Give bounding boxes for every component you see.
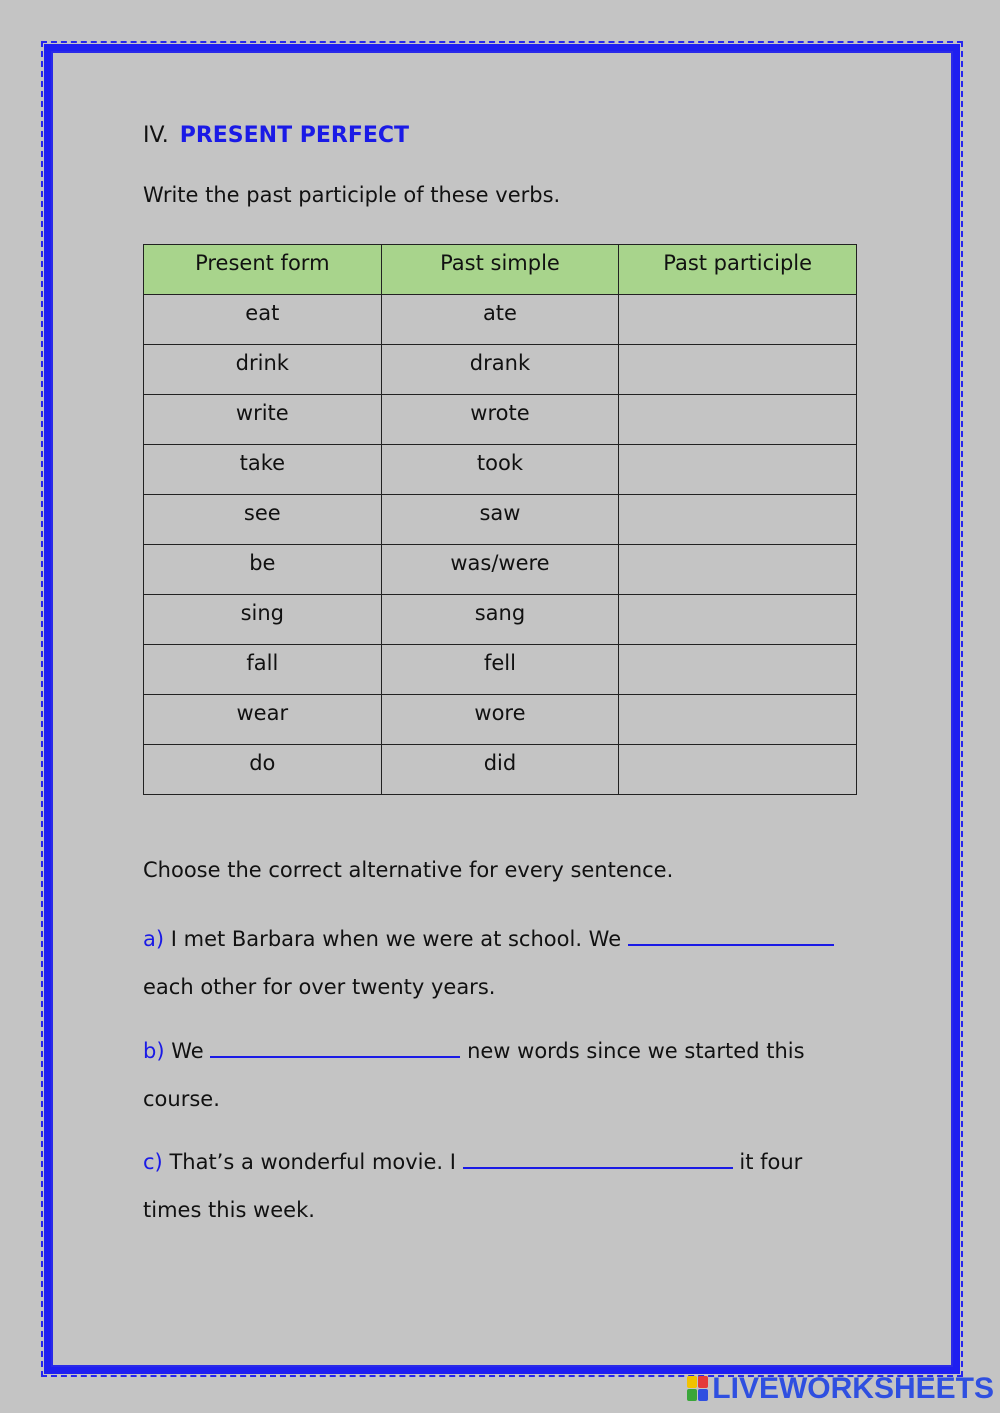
past-simple-cell: fell [381,645,619,695]
table-row [144,695,857,745]
table-row [144,545,857,595]
present-form-cell: eat [144,295,382,345]
past-participle-answer[interactable] [619,745,857,795]
sentence-c-blank[interactable] [463,1149,733,1169]
table-header-row [144,245,857,295]
past-simple-cell: ate [381,295,619,345]
brand-name: LIVEWORKSHEETS [712,1372,994,1405]
table-row [144,645,857,695]
past-simple-cell: took [381,445,619,495]
past-participle-answer[interactable] [619,495,857,545]
past-participle-answer[interactable] [619,295,857,345]
sentence-b-line2: course. [143,1087,220,1111]
section-number: IV. [143,123,169,148]
sentence-c-line1 [143,1149,802,1175]
past-simple-cell: sang [381,595,619,645]
past-participle-answer[interactable] [619,695,857,745]
sentence-a-line1 [143,926,834,952]
table-row [144,295,857,345]
present-form-cell: fall [144,645,382,695]
sentence-b-after: new words since we started this [467,1039,805,1063]
sentence-b-letter: b) [143,1039,165,1063]
table-row [144,745,857,795]
sentence-c-line2: times this week. [143,1198,315,1222]
sentence-b-before: We [171,1039,204,1063]
table-row [144,345,857,395]
exercise2-instruction: Choose the correct alternative for every sentence. [143,858,674,882]
past-participle-answer[interactable] [619,545,857,595]
present-form-cell: drink [144,345,382,395]
header-past-simple: Past simple [381,245,619,295]
sentence-a-blank[interactable] [628,926,834,946]
past-simple-cell: drank [381,345,619,395]
sentence-c-letter: c) [143,1150,163,1174]
present-form-cell: take [144,445,382,495]
sentence-c-before: That’s a wonderful movie. I [169,1150,456,1174]
past-simple-cell: was/were [381,545,619,595]
liveworksheets-logo [687,1371,994,1407]
past-simple-cell: wore [381,695,619,745]
past-participle-answer[interactable] [619,595,857,645]
past-participle-answer[interactable] [619,445,857,495]
header-past-participle: Past participle [619,245,857,295]
present-form-cell: write [144,395,382,445]
sentence-b-blank[interactable] [210,1038,460,1058]
sentence-b-line1 [143,1038,805,1064]
section-title: PRESENT PERFECT [179,123,410,148]
present-form-cell: be [144,545,382,595]
past-simple-cell: saw [381,495,619,545]
header-present-form: Present form [144,245,382,295]
table-row [144,495,857,545]
present-form-cell: sing [144,595,382,645]
past-simple-cell: wrote [381,395,619,445]
worksheet-content [143,118,857,1222]
sentence-a-before: I met Barbara when we were at school. We [170,927,622,951]
past-participle-answer[interactable] [619,395,857,445]
exercise1-instruction: Write the past participle of these verbs. [143,183,561,207]
verb-table [143,244,857,795]
present-form-cell: see [144,495,382,545]
past-participle-answer[interactable] [619,345,857,395]
sentence-a-line2: each other for over twenty years. [143,975,496,999]
section-heading [143,118,857,154]
table-row [144,395,857,445]
sentence-a-letter: a) [143,927,165,951]
table-row [144,445,857,495]
table-row [144,595,857,645]
liveworksheets-icon [687,1376,709,1402]
present-form-cell: wear [144,695,382,745]
sentence-c-after: it four [739,1150,803,1174]
present-form-cell: do [144,745,382,795]
past-participle-answer[interactable] [619,645,857,695]
past-simple-cell: did [381,745,619,795]
